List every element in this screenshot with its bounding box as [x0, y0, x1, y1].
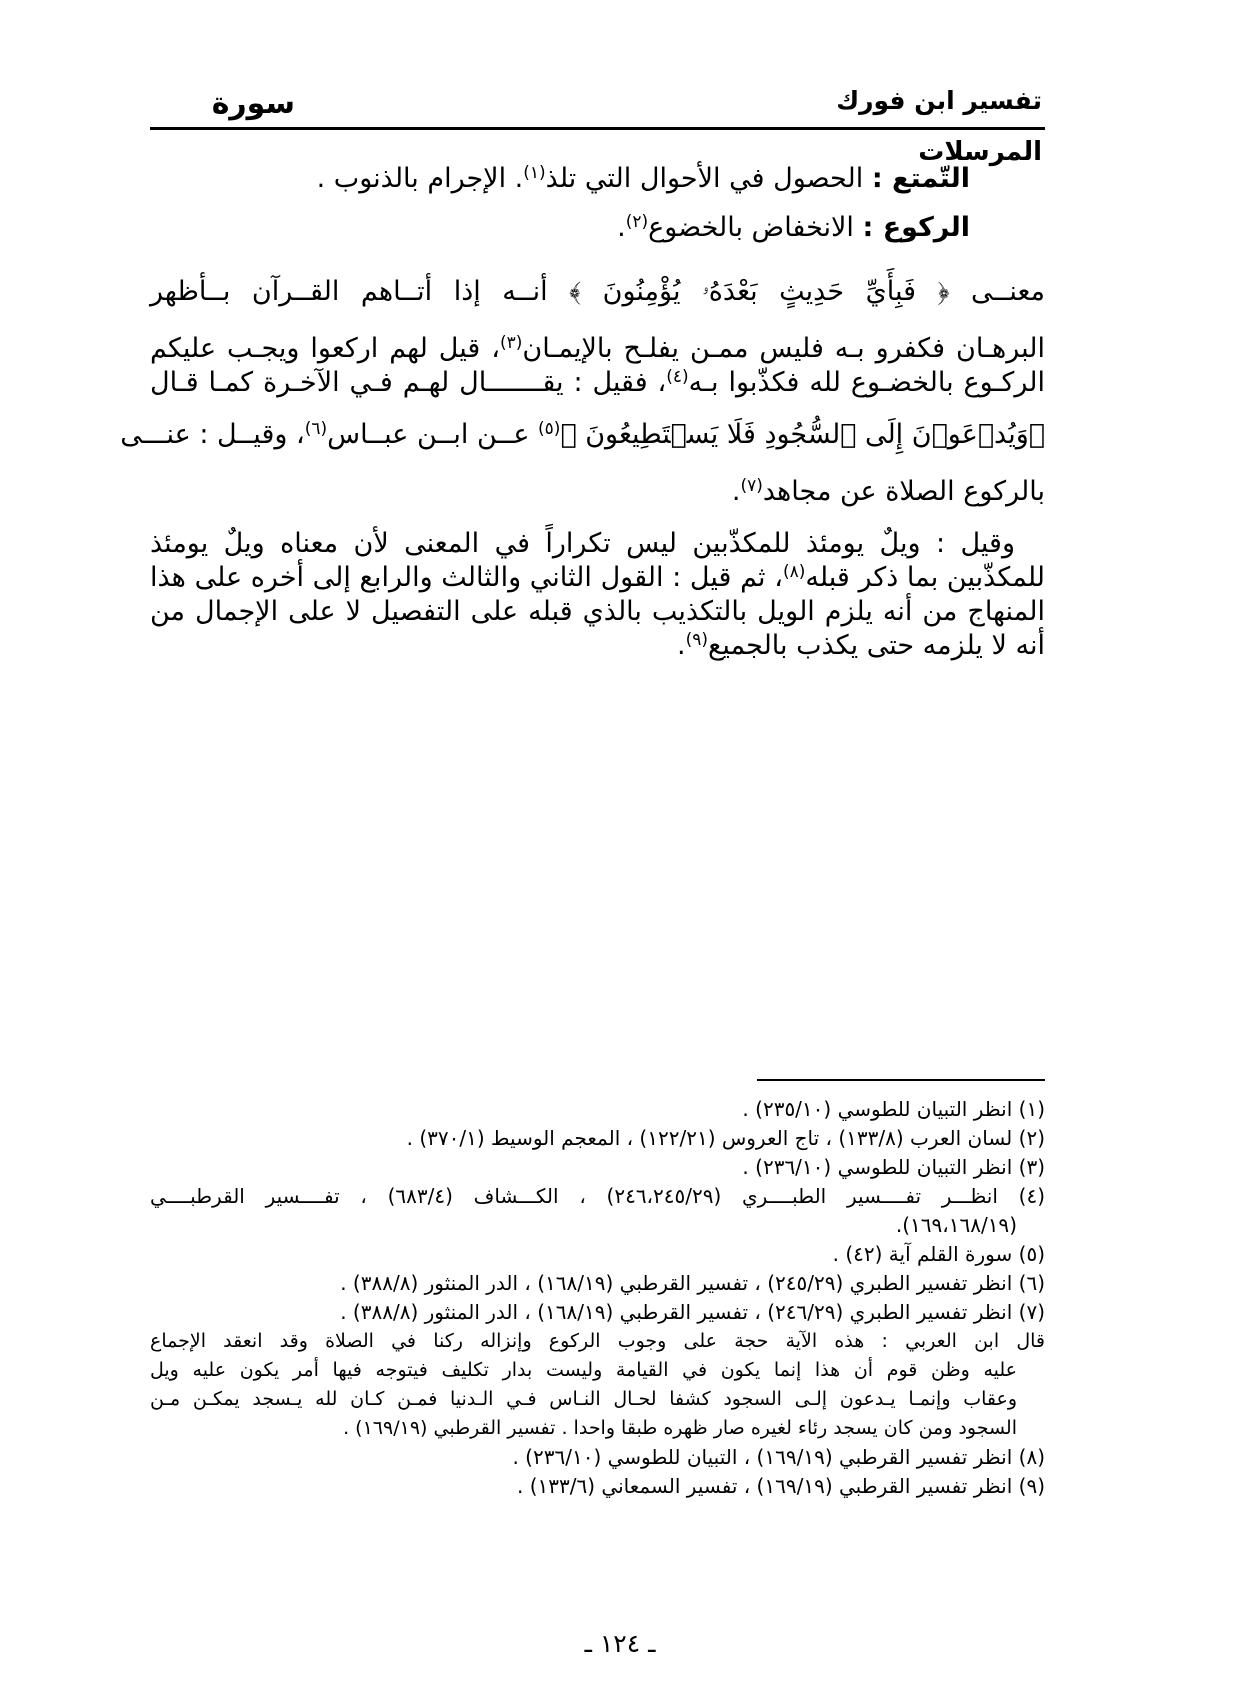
body-line [150, 367, 1045, 398]
body-line [120, 419, 1045, 450]
definition-tamattu [317, 163, 970, 194]
definition-term: التّمتع : [871, 163, 970, 194]
body-line [150, 596, 1045, 627]
body-line-text: عــن ابــن عبــاس [327, 419, 539, 450]
definition-text: الحصول في الأحوال التي تلذ [545, 163, 864, 194]
footnote-quote: وعقاب وإنمـا يـدعون إلـى السجود كشفا لحـال النـاس فـي الـدنيا فمـن كـان لله يـسجد يمكـن مـن [150, 1388, 1017, 1410]
body-line [150, 562, 1045, 593]
body-line-text: أنه لا يلزمه حتى يكذب بالجميع [708, 630, 1045, 661]
footnote: (٢) لسان العرب (١٣٣/٨) ، تاج العروس (١٢٢/٢١) ، المعجم الوسيط (٣٧٠/١) . [406, 1126, 1045, 1150]
body-line-text: الركـوع بالخضـوع لله فكذّبوا بـه [688, 367, 1045, 398]
body-line [150, 276, 1045, 308]
footnote: (٩) انظر تفسير القرطبي (١٦٩/١٩) ، تفسير السمعاني (١٣٣/٦) . [516, 1474, 1045, 1498]
footnote: (٦) انظر تفسير الطبري (٢٤٥/٢٩) ، تفسير القرطبي (١٦٨/١٩) ، الدر المنثور (٣٨٨/٨) . [340, 1271, 1045, 1295]
body-line-text: للمكذّبين بما ذكر قبله [805, 562, 1046, 593]
body-line-text: المنهاج من أنه يلزم الويل بالتكذيب بالذي قبله على التفصيل لا على الإجمال من [150, 596, 1045, 627]
footnote-ref[interactable]: (١) [523, 163, 546, 183]
body-line-text: ، قيل لهم اركعوا ويجـب عليكم [150, 333, 500, 364]
body-line-text: ، وقيــل : عنـــى [120, 419, 305, 450]
body-line [150, 528, 1045, 559]
body-line [150, 476, 1045, 507]
running-header-book-title: تفسير ابن فورك [836, 86, 1042, 115]
definition-term: الركوع : [862, 212, 970, 243]
definition-text: الانخفاض بالخضوع [648, 212, 854, 243]
footnote-quote: السجود ومن كان يسجد رئاء لغيره صار ظهره طبقا واحدا . تفسير القرطبي (١٦٩/١٩) . [343, 1417, 1017, 1439]
footnote-ref[interactable]: (٣) [499, 333, 523, 353]
definition-rukuu [617, 212, 970, 243]
quran-verse: ﴿وَيُدۡعَوۡنَ إِلَى ٱلسُّجُودِ فَلَا يَسۡتَطِيعُونَ ﴾ [560, 419, 1045, 450]
definition-tail: . الإجرام بالذنوب . [316, 163, 524, 194]
footnote: (٥) سورة القلم آية (٤٢) . [832, 1242, 1045, 1266]
footnote-ref[interactable]: (٥) [538, 419, 561, 439]
footnote-continuation: (١٦٩،١٦٨/١٩). [895, 1213, 1017, 1237]
body-line-text: . [731, 476, 741, 507]
body-line-text: بالركوع الصلاة عن مجاهد [762, 476, 1045, 507]
footnote: (٤) انظـــر تفــــسير الطبــــري (٢٤٦،٢٤٥/٢٩) ، الكـــشاف (٦٨٣/٤) ، تفــــسير القرطبــــي [150, 1184, 1045, 1208]
header-rule [150, 127, 1045, 130]
body-line-text: البرهـان فكفرو بـه فليس ممـن يفلـح بالإيمـان [522, 333, 1045, 364]
footnote-ref[interactable]: (٨) [782, 562, 806, 582]
footnote-quote: عليه وظن قوم أن هذا إنما يكون في القيامة وليست بدار تكليف فيتوجه فيها أمر يكون عليه ويل [150, 1359, 1017, 1381]
footnote: (٣) انظر التبيان للطوسي (٢٣٦/١٠) . [742, 1155, 1045, 1179]
body-line-text: ، ثم قيل : القول الثاني والثالث والرابع إلى أخره على هذا [150, 562, 783, 593]
body-line-text: . [677, 630, 686, 661]
footnote-ref[interactable]: (٦) [304, 419, 328, 439]
footnote: (٧) انظر تفسير الطبري (٢٤٦/٢٩) ، تفسير القرطبي (١٦٨/١٩) ، الدر المنثور (٣٨٨/٨) . [340, 1300, 1045, 1324]
body-line [150, 630, 1045, 661]
footnote-ref[interactable]: (٢) [625, 212, 649, 232]
running-header-surah-label: سورة [211, 86, 295, 121]
body-line [150, 333, 1045, 364]
footnote-rule [757, 1079, 1045, 1081]
body-line-text: وقيل : ويلٌ يومئذ للمكذّبين ليس تكراراً في المعنى لأن معناه ويلٌ يومئذ [150, 528, 1015, 559]
footnote-ref[interactable]: (٤) [666, 367, 689, 387]
footnote-ref[interactable]: (٧) [740, 476, 763, 496]
definition-tail: . [617, 212, 626, 243]
surah-name: المرسلات [918, 137, 1042, 167]
body-line-text: معنــى ﴿ فَبِأَيِّ حَدِيثٍ بَعْدَهُۥ يُؤْمِنُونَ ﴾ أنــه إذا أتــاهم القــرآن بــأظهر [150, 276, 1045, 307]
footnote-ref[interactable]: (٩) [685, 630, 709, 650]
footnote-quote: قال ابن العربي : هذه الآية حجة على وجوب الركوع وإنزاله ركنا في الصلاة وقد انعقد الإجماع [150, 1330, 1045, 1352]
page-number: ـ ١٢٤ ـ [584, 1629, 656, 1658]
body-line-text: ، فقيل : يقـــــــال لهـم فـي الآخـرة كمـا قـال [150, 367, 667, 398]
footnote: (١) انظر التبيان للطوسي (٢٣٥/١٠) . [742, 1097, 1045, 1121]
footnote: (٨) انظر تفسير القرطبي (١٦٩/١٩) ، التبيان للطوسي (٢٣٦/١٠) . [512, 1445, 1045, 1469]
